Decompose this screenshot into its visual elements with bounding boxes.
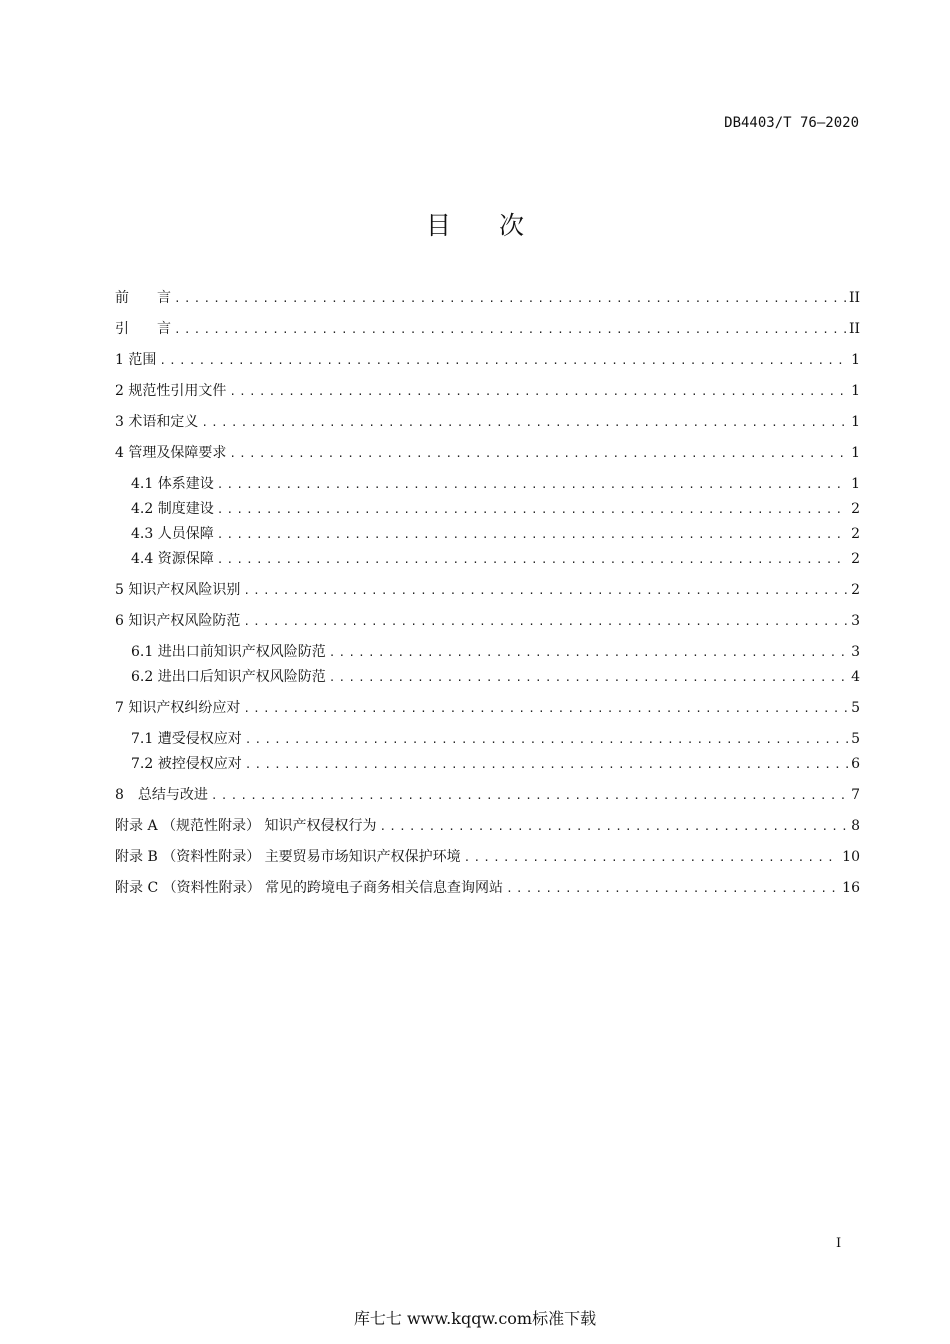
footer-watermark: 库七七 www.kqqw.com标准下载 (353, 1309, 597, 1328)
toc-title-char-2: 次 (499, 211, 525, 240)
toc-leader (243, 611, 848, 633)
toc-entry-foreword[interactable] (115, 287, 860, 309)
toc-entry-2[interactable] (115, 380, 860, 402)
toc-entry-label: 4.3 人员保障 (131, 526, 214, 542)
toc-entry-page: 2 (851, 582, 860, 598)
toc-entry-label: 2 规范性引用文件 (115, 383, 227, 399)
toc-entry-page: 8 (851, 818, 860, 834)
toc-entry-label: 前 言 (115, 290, 171, 306)
toc-entry-5[interactable] (115, 579, 860, 601)
toc-leader (245, 729, 848, 751)
toc-leader (174, 288, 846, 310)
toc-leader (217, 549, 848, 571)
toc-entry-7[interactable] (115, 697, 860, 719)
toc-title (0, 206, 950, 242)
toc-leader (229, 443, 848, 465)
toc-entry-4-3[interactable] (131, 523, 860, 545)
toc-entry-label: 5 知识产权风险识别 (115, 582, 241, 598)
toc-entry-page: 1 (851, 383, 860, 399)
toc-entry-3[interactable] (115, 411, 860, 433)
toc-entry-page: 3 (851, 613, 860, 629)
toc-entry-label: 4.2 制度建设 (131, 501, 214, 517)
toc-entry-label: 4.1 体系建设 (131, 476, 214, 492)
toc-entry-label: 7 知识产权纠纷应对 (115, 700, 241, 716)
toc-entry-7-1[interactable] (131, 728, 860, 750)
toc-entry-4-1[interactable] (131, 473, 860, 495)
toc-leader (464, 847, 840, 869)
toc-entry-page: II (848, 321, 860, 337)
toc-leader (201, 412, 848, 434)
toc-entry-label: 4 管理及保障要求 (115, 445, 227, 461)
toc-entry-page: 1 (851, 414, 860, 430)
toc-entry-page: 1 (851, 352, 860, 368)
toc-leader (217, 474, 848, 496)
toc-entry-4[interactable] (115, 442, 860, 464)
toc-leader (229, 381, 848, 403)
toc-entry-appendix-c[interactable] (115, 877, 860, 899)
toc-entry-appendix-a[interactable] (115, 815, 860, 837)
toc-title-char-1: 目 (425, 211, 451, 240)
toc-entry-7-2[interactable] (131, 753, 860, 775)
toc-entry-page: 4 (851, 669, 860, 685)
toc-entry-label: 8 总结与改进 (115, 787, 208, 803)
toc-entry-label: 附录 B （资料性附录） 主要贸易市场知识产权保护环境 (115, 849, 461, 865)
toc-leader (217, 499, 848, 521)
toc-entry-6-1[interactable] (131, 641, 860, 663)
page-number: I (836, 1236, 842, 1251)
toc-entry-page: 7 (851, 787, 860, 803)
toc-leader (245, 754, 848, 776)
toc-entry-page: II (848, 290, 860, 306)
toc-entry-6-2[interactable] (131, 666, 860, 688)
toc-entry-4-4[interactable] (131, 548, 860, 570)
toc-entry-6[interactable] (115, 610, 860, 632)
toc-entry-page: 2 (851, 526, 860, 542)
toc-entry-page: 3 (851, 644, 860, 660)
toc-entry-label: 7.1 遭受侵权应对 (131, 731, 242, 747)
toc-leader (174, 319, 846, 341)
toc-entry-label: 7.2 被控侵权应对 (131, 756, 242, 772)
toc-entry-1[interactable] (115, 349, 860, 371)
toc-entry-8[interactable] (115, 784, 860, 806)
toc-entry-page: 2 (851, 501, 860, 517)
toc-entry-appendix-b[interactable] (115, 846, 860, 868)
toc-leader (243, 698, 848, 720)
toc-entry-page: 5 (851, 731, 860, 747)
toc-entry-label: 6 知识产权风险防范 (115, 613, 241, 629)
toc-leader (159, 350, 848, 372)
toc-entry-label: 附录 C （资料性附录） 常见的跨境电子商务相关信息查询网站 (115, 880, 504, 896)
toc-leader (379, 816, 848, 838)
toc-leader (217, 524, 848, 546)
document-code: DB4403/T 76—2020 (724, 115, 859, 131)
toc-entry-label: 6.2 进出口后知识产权风险防范 (131, 669, 326, 685)
toc-entry-label: 引 言 (115, 321, 171, 337)
toc-entry-label: 3 术语和定义 (115, 414, 199, 430)
toc-entry-page: 16 (842, 880, 860, 896)
toc-leader (243, 580, 848, 602)
toc-entry-page: 2 (851, 551, 860, 567)
toc-leader (329, 667, 848, 689)
toc-entry-page: 1 (851, 445, 860, 461)
toc-leader (211, 785, 848, 807)
toc-entry-page: 6 (851, 756, 860, 772)
toc-entry-page: 5 (851, 700, 860, 716)
toc-entry-page: 1 (851, 476, 860, 492)
toc-entry-label: 6.1 进出口前知识产权风险防范 (131, 644, 326, 660)
toc-entry-label: 附录 A （规范性附录） 知识产权侵权行为 (115, 818, 377, 834)
toc-entry-introduction[interactable] (115, 318, 860, 340)
toc-entry-page: 10 (842, 849, 860, 865)
toc-leader (329, 642, 848, 664)
toc-entry-4-2[interactable] (131, 498, 860, 520)
toc-entry-label: 4.4 资源保障 (131, 551, 214, 567)
toc-leader (506, 878, 839, 900)
toc-entry-label: 1 范围 (115, 352, 157, 368)
